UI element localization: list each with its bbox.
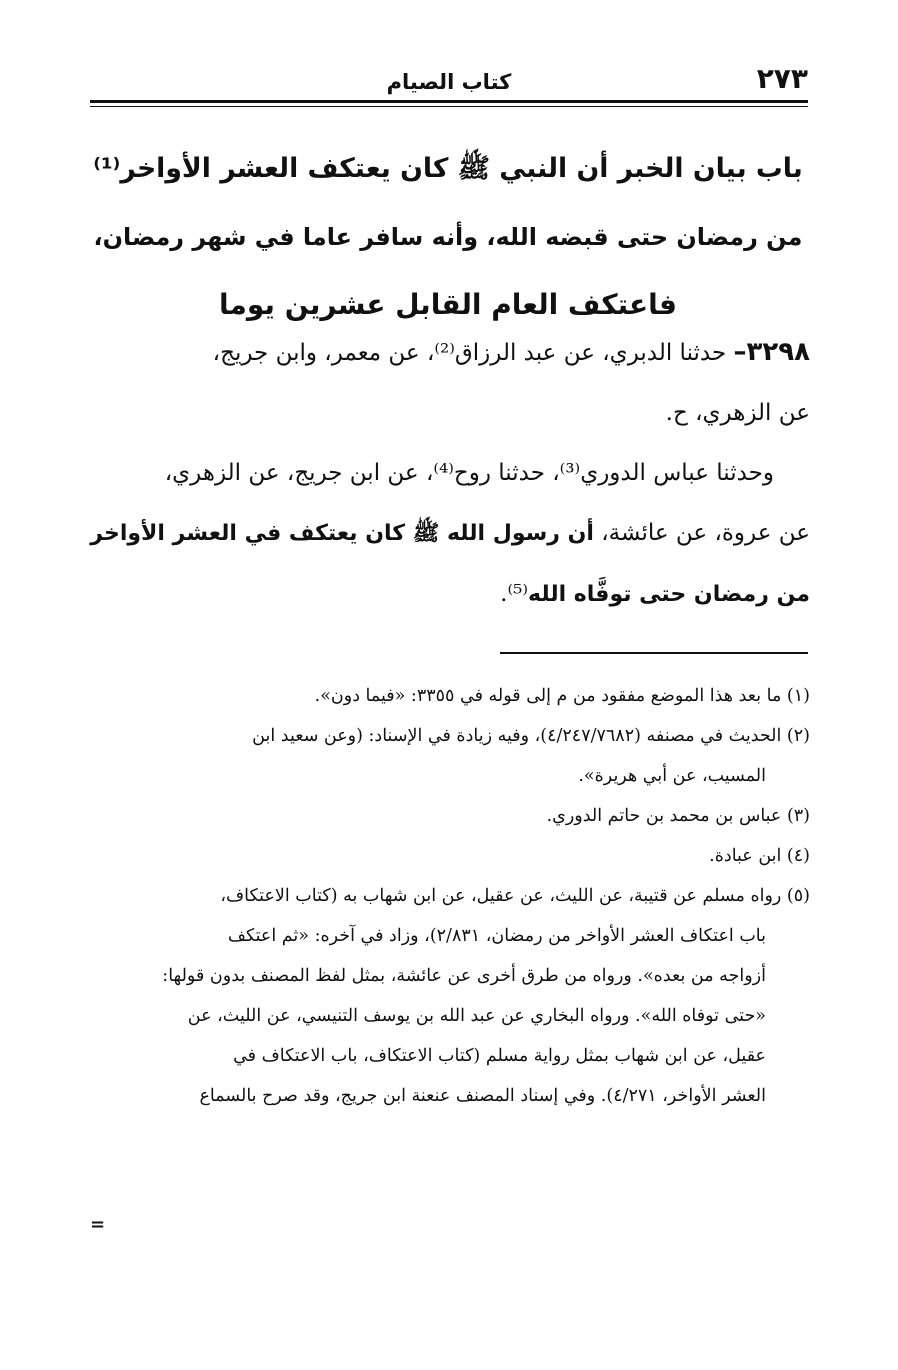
footnote-3: (٣) عباس بن محمد بن حاتم الدوري.	[546, 806, 810, 826]
hadith-line-5-tail: ⁽⁵⁾.	[500, 581, 529, 607]
chapter-heading-line-1: باب بيان الخبر أن النبي ﷺ كان يعتكف العشر الأواخر⁽¹⁾	[93, 153, 803, 184]
continuation-mark: =	[90, 1214, 106, 1235]
hadith-text	[86, 322, 810, 625]
footnote-5-line-5: عقيل، عن ابن شهاب بمثل رواية مسلم (كتاب الاعتكاف، باب الاعتكاف في	[233, 1046, 766, 1066]
footnote-5-line-3: أزواجه من بعده». ورواه من طرق أخرى عن عائشة، بمثل لفظ المصنف بدون قولها:	[162, 966, 766, 986]
header-rule-thin	[90, 106, 808, 107]
chapter-heading	[86, 135, 810, 339]
chapter-heading-line-2: من رمضان حتى قبضه الله، وأنه سافر عاما في شهر رمضان،	[93, 223, 803, 251]
hadith-line-4	[86, 503, 810, 564]
hadith-line-3: وحدثنا عباس الدوري⁽³⁾، حدثنا روح⁽⁴⁾، عن ابن جريج، عن الزهري،	[164, 460, 774, 486]
footnote-2-line-1: (٢) الحديث في مصنفه (٤/٢٤٧/٧٦٨٢)، وفيه زيادة في الإسناد: (وعن سعيد ابن	[252, 726, 810, 746]
hadith-line-5	[86, 564, 810, 625]
footnote-separator	[500, 652, 808, 654]
hadith-line-1	[86, 322, 810, 383]
footnote-5-line-4: «حتى توفاه الله». ورواه البخاري عن عبد الله بن يوسف التنيسي، عن الليث، عن	[187, 1006, 766, 1026]
footnote-5-line-2: باب اعتكاف العشر الأواخر من رمضان، ٢/٨٣١)، وزاد في آخره: «ثم اعتكف	[227, 926, 766, 946]
header-rule-thick	[90, 100, 808, 103]
running-header	[90, 60, 808, 100]
hadith-matn-bold-end: من رمضان حتى توفَّاه الله	[528, 582, 810, 607]
footnotes	[86, 676, 810, 1116]
hadith-matn-bold: أن رسول الله ﷺ كان يعتكف في العشر الأواخر	[90, 521, 594, 546]
hadith-number: ٣٢٩٨–	[733, 337, 810, 367]
footnote-2-line-2: المسيب، عن أبي هريرة».	[578, 766, 766, 786]
footnote-5-line-6: العشر الأواخر، ٤/٢٧١). وفي إسناد المصنف عنعنة ابن جريج، وقد صرح بالسماع	[199, 1086, 766, 1106]
hadith-line-2: عن الزهري، ح.	[665, 400, 810, 426]
page-number: ٢٧٣	[756, 62, 808, 95]
hadith-line-4-plain: عن عروة، عن عائشة،	[601, 520, 810, 546]
footnote-5-line-1: (٥) رواه مسلم عن قتيبة، عن الليث، عن عقيل، عن ابن شهاب به (كتاب الاعتكاف،	[220, 886, 810, 906]
footnote-1: (١) ما بعد هذا الموضع مفقود من م إلى قوله في ٣٣٥٥: «فيما دون».	[314, 686, 810, 706]
footnote-4: (٤) ابن عبادة.	[709, 846, 810, 866]
running-title: كتاب الصيام	[386, 70, 512, 94]
chapter-heading-line-3: فاعتكف العام القابل عشرين يوما	[219, 288, 677, 321]
hadith-line-1-text: حدثنا الدبري، عن عبد الرزاق⁽²⁾، عن معمر، وابن جريج،	[212, 340, 727, 366]
